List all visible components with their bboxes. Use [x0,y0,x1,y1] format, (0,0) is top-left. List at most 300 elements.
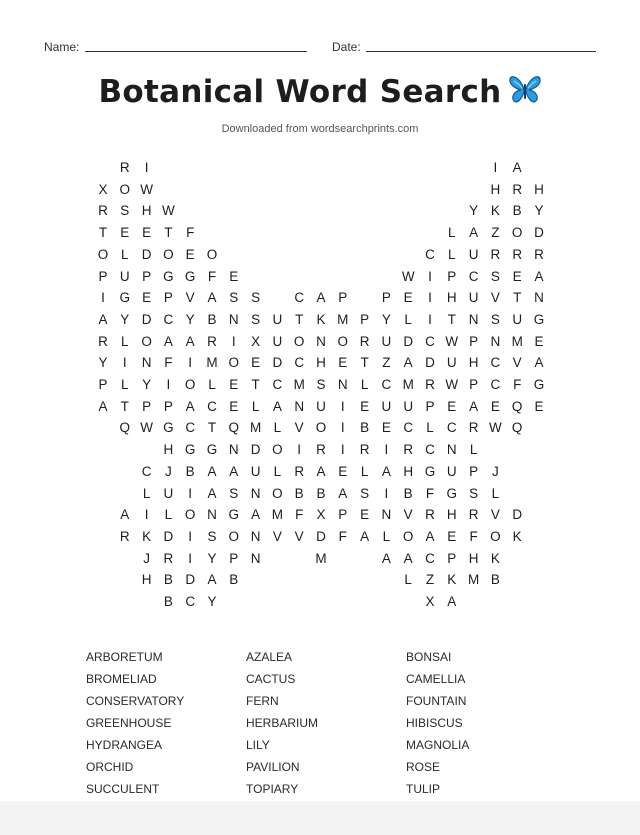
grid-letter[interactable]: A [207,463,217,479]
grid-letter[interactable]: O [97,246,109,262]
grid-letter[interactable]: P [469,333,479,349]
grid-letter[interactable]: B [294,485,304,501]
grid-letter[interactable]: P [338,290,348,306]
grid-letter[interactable]: O [141,333,152,349]
grid-letter[interactable]: R [163,550,174,566]
grid-letter[interactable]: E [229,268,239,284]
grid-letter[interactable]: X [316,507,326,523]
grid-letter[interactable]: F [425,485,435,501]
grid-letter[interactable]: L [404,572,412,588]
grid-letter[interactable]: C [163,311,174,327]
grid-letter[interactable]: E [338,463,348,479]
grid-letter[interactable]: V [294,420,304,436]
grid-letter[interactable]: N [337,377,348,392]
grid-letter[interactable]: S [229,290,239,306]
grid-letter[interactable]: U [250,463,261,479]
grid-letter[interactable]: A [316,463,326,479]
grid-letter[interactable]: I [101,290,105,306]
grid-letter[interactable]: D [163,528,174,544]
grid-letter[interactable]: A [207,290,217,306]
grid-letter[interactable]: G [163,420,174,436]
grid-letter[interactable]: A [447,594,457,609]
grid-letter[interactable]: G [163,268,174,284]
grid-letter[interactable]: I [384,485,389,501]
grid-letter[interactable]: P [98,268,108,284]
grid-letter[interactable]: E [229,398,239,414]
grid-letter[interactable]: U [119,268,130,284]
grid-letter[interactable]: L [121,333,129,349]
grid-letter[interactable]: P [98,377,108,392]
grid-letter[interactable]: T [447,311,456,327]
grid-letter[interactable]: M [315,550,327,566]
grid-letter[interactable]: E [229,377,239,392]
grid-letter[interactable]: E [142,225,152,241]
grid-letter[interactable]: R [98,203,108,219]
grid-letter[interactable]: H [141,203,152,219]
grid-letter[interactable]: U [316,398,326,414]
grid-letter[interactable]: Q [119,420,131,436]
grid-letter[interactable]: I [428,290,432,306]
grid-letter[interactable]: K [316,311,326,327]
grid-letter[interactable]: Z [491,225,500,241]
grid-letter[interactable]: L [360,377,369,392]
grid-letter[interactable]: H [490,181,501,197]
grid-letter[interactable]: L [251,398,260,414]
grid-letter[interactable]: R [468,420,479,436]
grid-letter[interactable]: A [360,528,370,544]
grid-letter[interactable]: F [338,528,347,544]
grid-letter[interactable]: B [316,485,326,501]
grid-letter[interactable]: I [493,160,498,175]
grid-letter[interactable]: A [403,355,413,371]
grid-letter[interactable]: A [381,463,391,479]
grid-letter[interactable]: I [231,333,236,349]
grid-letter[interactable]: B [360,420,370,436]
grid-letter[interactable]: D [141,311,152,327]
grid-letter[interactable]: L [448,225,456,241]
grid-letter[interactable]: C [294,355,305,371]
grid-letter[interactable]: Y [207,594,217,609]
grid-letter[interactable]: Y [120,311,130,327]
grid-letter[interactable]: L [164,507,173,523]
grid-letter[interactable]: I [428,268,432,284]
grid-letter[interactable]: D [272,355,283,371]
grid-letter[interactable]: O [490,528,501,544]
grid-letter[interactable]: N [316,333,326,349]
grid-letter[interactable]: A [251,507,261,523]
grid-letter[interactable]: A [381,550,391,566]
grid-letter[interactable]: P [142,268,152,284]
grid-letter[interactable]: B [163,594,173,609]
grid-letter[interactable]: M [337,311,349,327]
grid-letter[interactable]: M [511,333,523,349]
grid-letter[interactable]: D [250,442,261,458]
grid-letter[interactable]: F [186,225,195,241]
grid-letter[interactable]: L [469,442,478,458]
grid-letter[interactable]: N [534,290,544,306]
grid-letter[interactable]: B [229,572,239,588]
grid-letter[interactable]: N [250,550,261,566]
grid-letter[interactable]: L [142,485,151,501]
grid-letter[interactable]: C [185,420,196,436]
grid-letter[interactable]: I [340,442,345,458]
grid-letter[interactable]: S [316,377,326,392]
grid-letter[interactable]: I [384,442,389,458]
grid-letter[interactable]: Y [469,203,479,219]
grid-letter[interactable]: A [98,398,108,414]
grid-letter[interactable]: C [403,420,414,436]
grid-letter[interactable]: A [207,572,217,588]
grid-letter[interactable]: Q [511,398,523,414]
grid-letter[interactable]: M [249,420,262,436]
grid-letter[interactable]: I [166,377,171,392]
date-field-line[interactable] [366,51,596,52]
grid-letter[interactable]: G [206,442,218,458]
grid-letter[interactable]: C [468,268,479,284]
grid-letter[interactable]: B [163,572,173,588]
grid-letter[interactable]: B [185,463,195,479]
grid-letter[interactable]: R [490,246,501,262]
grid-letter[interactable]: O [228,528,240,544]
grid-letter[interactable]: U [468,246,479,262]
grid-letter[interactable]: I [144,507,149,523]
grid-letter[interactable]: C [425,550,435,566]
grid-letter[interactable]: P [425,398,435,414]
grid-letter[interactable]: E [120,225,130,241]
grid-letter[interactable]: P [163,398,173,414]
grid-letter[interactable]: C [141,463,152,479]
grid-letter[interactable]: E [142,290,152,306]
grid-letter[interactable]: P [447,268,457,284]
grid-letter[interactable]: R [468,507,479,523]
grid-letter[interactable]: T [164,225,173,241]
grid-letter[interactable]: L [426,420,434,436]
grid-letter[interactable]: T [251,377,260,392]
grid-letter[interactable]: N [446,442,457,458]
grid-letter[interactable]: J [492,463,499,479]
grid-letter[interactable]: E [185,246,195,262]
grid-letter[interactable]: F [164,355,173,371]
grid-letter[interactable]: R [98,333,108,349]
grid-letter[interactable]: C [425,333,435,349]
grid-letter[interactable]: C [490,355,501,371]
grid-letter[interactable]: L [208,377,216,392]
grid-letter[interactable]: R [512,181,523,197]
grid-letter[interactable]: R [534,246,544,262]
grid-letter[interactable]: S [251,311,261,327]
grid-letter[interactable]: P [229,550,239,566]
grid-letter[interactable]: A [534,268,544,284]
grid-letter[interactable]: Y [534,203,544,219]
grid-letter[interactable]: O [293,333,305,349]
grid-letter[interactable]: Y [98,355,108,371]
grid-letter[interactable]: Y [381,311,391,327]
grid-letter[interactable]: N [228,442,239,458]
grid-letter[interactable]: H [446,290,457,306]
grid-letter[interactable]: W [140,420,153,436]
grid-letter[interactable]: B [490,572,500,588]
grid-letter[interactable]: I [428,311,432,327]
grid-letter[interactable]: E [512,268,522,284]
grid-letter[interactable]: N [207,507,217,523]
grid-letter[interactable]: Y [142,377,152,392]
grid-letter[interactable]: M [293,377,305,392]
grid-letter[interactable]: H [316,355,326,371]
grid-letter[interactable]: O [163,246,174,262]
grid-letter[interactable]: D [185,572,196,588]
grid-letter[interactable]: T [295,311,304,327]
grid-letter[interactable]: E [447,528,457,544]
grid-letter[interactable]: D [141,246,152,262]
grid-letter[interactable]: P [469,377,479,392]
grid-letter[interactable]: A [338,485,348,501]
grid-letter[interactable]: F [513,377,522,392]
grid-letter[interactable]: N [250,528,261,544]
grid-letter[interactable]: E [338,355,348,371]
grid-letter[interactable]: O [228,355,240,371]
grid-letter[interactable]: D [316,528,326,544]
grid-letter[interactable]: U [272,333,283,349]
grid-letter[interactable]: W [445,333,459,349]
grid-letter[interactable]: U [446,463,457,479]
grid-letter[interactable]: O [402,528,414,544]
grid-letter[interactable]: T [513,290,522,306]
grid-letter[interactable]: H [446,507,457,523]
grid-letter[interactable]: R [119,160,130,175]
grid-letter[interactable]: C [272,377,283,392]
grid-letter[interactable]: G [446,485,458,501]
grid-letter[interactable]: H [141,572,152,588]
grid-letter[interactable]: O [272,485,283,501]
grid-letter[interactable]: N [381,507,392,523]
grid-letter[interactable]: K [512,528,522,544]
grid-letter[interactable]: A [98,311,108,327]
grid-letter[interactable]: K [490,203,500,219]
grid-letter[interactable]: L [273,420,282,436]
grid-letter[interactable]: U [381,333,392,349]
grid-letter[interactable]: M [402,377,414,392]
grid-letter[interactable]: P [163,290,173,306]
grid-letter[interactable]: E [534,398,544,414]
grid-letter[interactable]: C [185,594,196,609]
grid-letter[interactable]: A [163,333,173,349]
grid-letter[interactable]: R [359,442,370,458]
grid-letter[interactable]: N [228,311,239,327]
grid-letter[interactable]: A [512,160,522,175]
grid-letter[interactable]: O [315,420,327,436]
grid-letter[interactable]: L [404,311,412,327]
grid-letter[interactable]: C [207,398,217,414]
grid-letter[interactable]: A [120,507,130,523]
grid-letter[interactable]: O [511,225,523,241]
grid-letter[interactable]: J [143,550,150,566]
grid-letter[interactable]: N [250,485,261,501]
grid-letter[interactable]: U [446,355,457,371]
grid-letter[interactable]: D [403,333,414,349]
grid-letter[interactable]: I [188,550,193,566]
grid-letter[interactable]: V [294,528,304,544]
grid-letter[interactable]: L [121,246,129,262]
grid-letter[interactable]: V [490,290,500,306]
grid-letter[interactable]: I [188,355,193,371]
grid-letter[interactable]: A [534,355,544,371]
grid-letter[interactable]: E [381,420,391,436]
grid-letter[interactable]: R [316,442,326,458]
grid-letter[interactable]: S [120,203,130,219]
grid-letter[interactable]: R [359,333,370,349]
grid-letter[interactable]: O [206,246,218,262]
grid-letter[interactable]: K [142,528,152,544]
grid-letter[interactable]: I [188,485,193,501]
grid-letter[interactable]: N [141,355,152,371]
grid-letter[interactable]: U [381,398,392,414]
grid-letter[interactable]: P [338,507,348,523]
grid-letter[interactable]: C [446,420,457,436]
grid-letter[interactable]: H [403,463,414,479]
grid-letter[interactable]: U [468,290,479,306]
grid-letter[interactable]: P [447,550,457,566]
grid-letter[interactable]: L [382,528,391,544]
grid-letter[interactable]: R [512,246,523,262]
grid-letter[interactable]: G [184,268,196,284]
grid-letter[interactable]: A [272,398,282,414]
grid-letter[interactable]: A [207,485,217,501]
grid-letter[interactable]: I [340,420,345,436]
grid-letter[interactable]: H [468,355,479,371]
grid-letter[interactable]: R [425,507,435,523]
grid-letter[interactable]: P [360,311,370,327]
grid-letter[interactable]: F [295,507,304,523]
grid-letter[interactable]: I [297,442,302,458]
grid-letter[interactable]: O [337,333,349,349]
grid-letter[interactable]: V [403,507,413,523]
grid-letter[interactable]: W [401,268,415,284]
grid-letter[interactable]: H [534,181,544,197]
grid-letter[interactable]: A [469,398,479,414]
grid-letter[interactable]: O [119,181,131,197]
grid-letter[interactable]: E [447,398,457,414]
grid-letter[interactable]: C [425,246,435,262]
grid-letter[interactable]: W [140,181,153,197]
grid-letter[interactable]: Y [185,311,195,327]
grid-letter[interactable]: R [294,463,305,479]
grid-letter[interactable]: A [316,290,326,306]
grid-letter[interactable]: M [271,507,284,523]
grid-letter[interactable]: E [490,398,500,414]
grid-letter[interactable]: A [425,528,435,544]
grid-letter[interactable]: J [165,463,172,479]
grid-letter[interactable]: P [469,463,479,479]
grid-letter[interactable]: A [469,225,479,241]
grid-letter[interactable]: X [425,594,435,609]
grid-letter[interactable]: L [491,485,500,501]
grid-letter[interactable]: O [184,507,196,523]
grid-letter[interactable]: X [98,181,108,197]
grid-letter[interactable]: C [490,377,501,392]
grid-letter[interactable]: I [188,528,193,544]
grid-letter[interactable]: H [163,442,174,458]
grid-letter[interactable]: N [490,333,501,349]
grid-letter[interactable]: A [229,463,239,479]
grid-letter[interactable]: C [381,377,392,392]
grid-letter[interactable]: Z [382,355,391,371]
grid-letter[interactable]: Q [228,420,240,436]
grid-letter[interactable]: R [403,442,414,458]
grid-letter[interactable]: L [121,377,129,392]
grid-letter[interactable]: A [403,550,413,566]
grid-letter[interactable]: M [206,355,218,371]
grid-letter[interactable]: V [185,290,195,306]
grid-letter[interactable]: P [142,398,152,414]
grid-letter[interactable]: M [467,572,480,588]
grid-letter[interactable]: R [207,333,217,349]
grid-letter[interactable]: G [119,290,131,306]
grid-letter[interactable]: L [360,463,369,479]
grid-letter[interactable]: S [229,485,239,501]
grid-letter[interactable]: S [490,268,500,284]
grid-letter[interactable]: X [251,333,261,349]
grid-letter[interactable]: P [381,290,391,306]
grid-letter[interactable]: G [533,311,545,327]
grid-letter[interactable]: R [425,377,435,392]
grid-letter[interactable]: W [162,203,175,219]
grid-letter[interactable]: C [425,442,435,458]
grid-letter[interactable]: I [340,398,345,414]
grid-letter[interactable]: F [207,268,217,284]
grid-letter[interactable]: L [448,246,456,262]
grid-letter[interactable]: Z [425,572,435,588]
grid-letter[interactable]: C [294,290,305,306]
grid-letter[interactable]: T [120,398,129,414]
grid-letter[interactable]: V [490,507,500,523]
grid-letter[interactable]: S [251,290,261,306]
grid-letter[interactable]: G [533,377,545,392]
grid-letter[interactable]: O [272,442,283,458]
grid-letter[interactable]: N [294,398,305,414]
grid-letter[interactable]: U [403,398,414,414]
grid-letter[interactable]: H [468,550,479,566]
grid-letter[interactable]: U [512,311,523,327]
grid-letter[interactable]: T [360,355,369,371]
grid-letter[interactable]: I [144,160,149,175]
grid-letter[interactable]: S [207,528,217,544]
grid-letter[interactable]: D [534,225,544,241]
grid-letter[interactable]: U [272,311,283,327]
grid-letter[interactable]: E [251,355,261,371]
grid-letter[interactable]: T [98,225,108,241]
grid-letter[interactable]: Y [207,550,217,566]
grid-letter[interactable]: G [228,507,240,523]
grid-letter[interactable]: L [273,463,282,479]
grid-letter[interactable]: Q [511,420,523,436]
grid-letter[interactable]: G [184,442,196,458]
grid-letter[interactable]: I [122,355,127,371]
grid-letter[interactable]: R [119,528,130,544]
grid-letter[interactable]: S [360,485,370,501]
grid-letter[interactable]: G [424,463,436,479]
grid-letter[interactable]: E [403,290,413,306]
grid-letter[interactable]: W [489,420,502,436]
grid-letter[interactable]: K [447,572,457,588]
grid-letter[interactable]: V [512,355,522,371]
grid-letter[interactable]: K [490,550,500,566]
grid-letter[interactable]: O [184,377,196,392]
grid-letter[interactable]: S [469,485,479,501]
grid-letter[interactable]: U [163,485,174,501]
grid-letter[interactable]: V [272,528,282,544]
grid-letter[interactable]: E [360,398,370,414]
grid-letter[interactable]: B [207,311,217,327]
